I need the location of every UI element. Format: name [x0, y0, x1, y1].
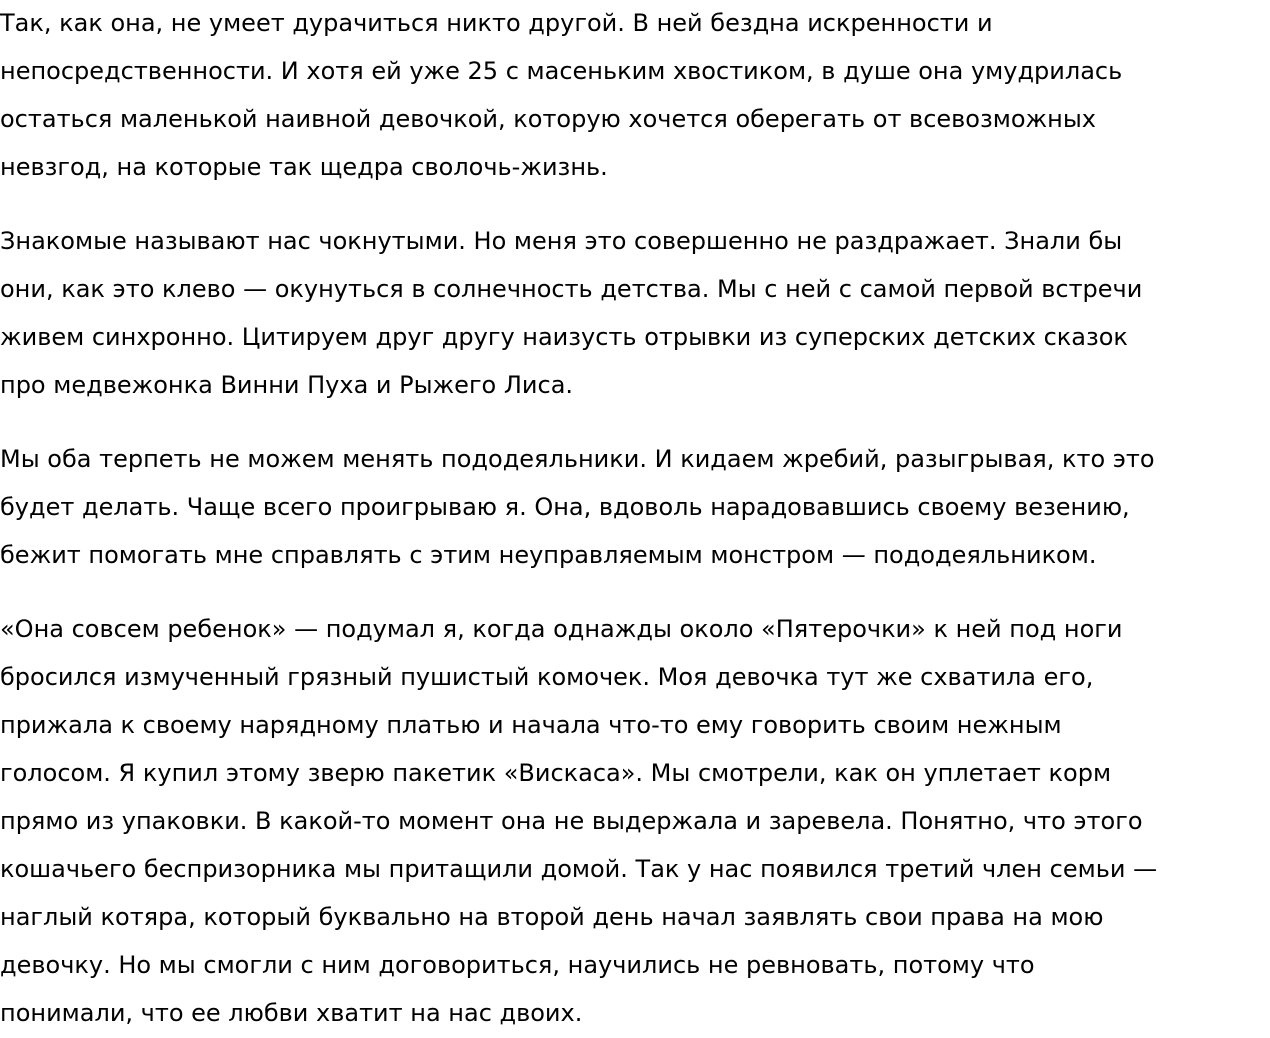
paragraph-2 [0, 217, 1270, 409]
text-line: кошачьего беспризорника мы притащили домой. Так у нас появился третий член семьи — [0, 855, 1158, 883]
text-line: Так, как она, не умеет дурачиться никто другой. В ней бездна искренности и [0, 9, 993, 37]
paragraph-4 [0, 605, 1270, 1037]
paragraph-3 [0, 435, 1270, 579]
text-line: непосредственности. И хотя ей уже 25 с масеньким хвостиком, в душе она умудрилась [0, 57, 1123, 85]
text-line: прямо из упаковки. В какой-то момент она не выдержала и заревела. Понятно, что этого [0, 807, 1143, 835]
text-line: Мы оба терпеть не можем менять пододеяльники. И кидаем жребий, разыгрывая, кто это [0, 445, 1155, 473]
text-line: про медвежонка Винни Пуха и Рыжего Лиса. [0, 371, 574, 399]
text-line: бежит помогать мне справлять с этим неуправляемым монстром — пододеяльником. [0, 541, 1097, 569]
text-line: прижала к своему нарядному платью и начала что-то ему говорить своим нежным [0, 711, 1062, 739]
text-line: невзгод, на которые так щедра сволочь-жизнь. [0, 153, 608, 181]
text-line: девочку. Но мы смогли с ним договориться, научились не ревновать, потому что [0, 951, 1035, 979]
paragraph-1 [0, 0, 1270, 191]
text-line: бросился измученный грязный пушистый комочек. Моя девочка тут же схватила его, [0, 663, 1094, 691]
text-line: Знакомые называют нас чокнутыми. Но меня это совершенно не раздражает. Знали бы [0, 227, 1123, 255]
text-line: понимали, что ее любви хватит на нас двоих. [0, 999, 583, 1027]
text-line: голосом. Я купил этому зверю пакетик «Вискаса». Мы смотрели, как он уплетает корм [0, 759, 1112, 787]
text-line: они, как это клево — окунуться в солнечность детства. Мы с ней с самой первой встречи [0, 275, 1143, 303]
text-line: будет делать. Чаще всего проигрываю я. Она, вдоволь нарадовавшись своему везению, [0, 493, 1130, 521]
text-line: «Она совсем ребенок» — подумал я, когда однажды около «Пятерочки» к ней под ноги [0, 615, 1123, 643]
text-line: наглый котяра, который буквально на второй день начал заявлять свои права на мою [0, 903, 1104, 931]
text-line: живем синхронно. Цитируем друг другу наизусть отрывки из суперских детских сказок [0, 323, 1128, 351]
text-line: остаться маленькой наивной девочкой, которую хочется оберегать от всевозможных [0, 105, 1097, 133]
